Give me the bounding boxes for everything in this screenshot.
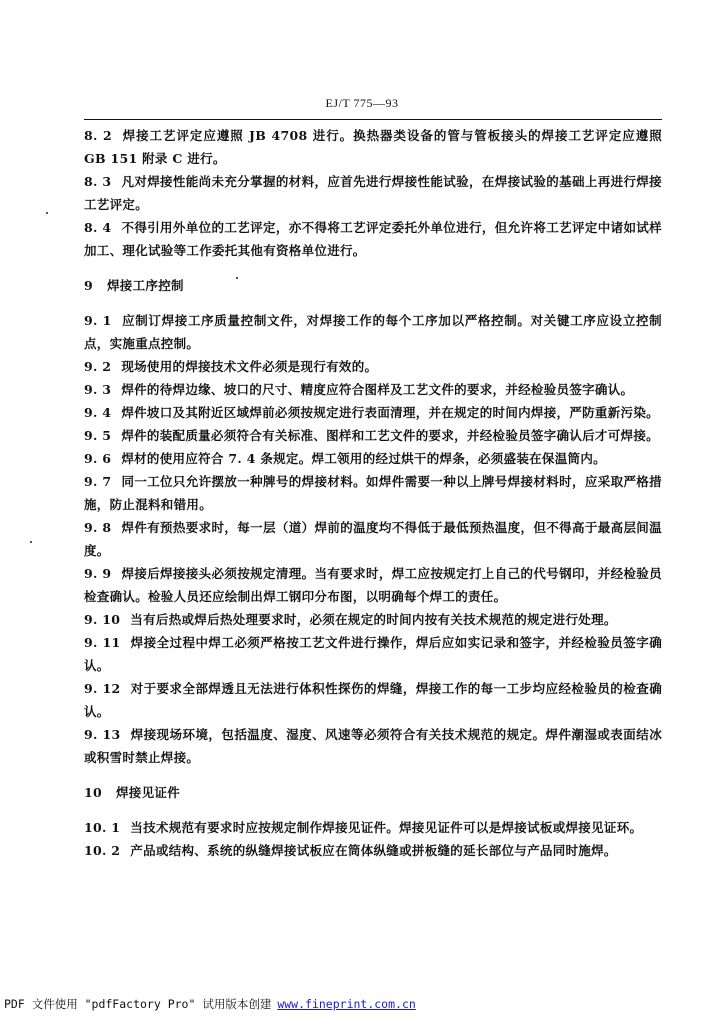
clause-9-2: 9. 2 现场使用的焊接技术文件必须是现行有效的。 (84, 359, 378, 374)
scan-speck (236, 277, 238, 279)
clause-9-1: 9. 1 应制订焊接工序质量控制文件，对焊接工作的每个工序加以严格控制。对关键工序应设立控制点，实施重点控制。 (84, 313, 662, 351)
document-header (0, 96, 724, 111)
header-rule (84, 119, 662, 120)
scan-speck (46, 212, 48, 214)
pdf-watermark-footer (4, 996, 416, 1012)
clause-9-6: 9. 6 焊材的使用应符合 7. 4 条规定。焊工领用的经过烘干的焊条，必须盛装在保温筒内。 (84, 451, 606, 466)
section-heading-10: 10 焊接见证件 (84, 785, 181, 800)
clause-9-10: 9. 10 当有后热或焊后热处理要求时，必须在规定的时间内按有关技术规范的规定进行处理。 (84, 612, 617, 627)
scan-speck (30, 541, 32, 543)
clause-9-3: 9. 3 焊件的待焊边缘、坡口的尺寸、精度应符合图样及工艺文件的要求，并经检验员签字确认。 (84, 382, 634, 397)
clause-9-7: 9. 7 同一工位只允许摆放一种牌号的焊接材料。如焊件需要一种以上牌号焊接材料时，应采取严格措施，防止混料和错用。 (84, 474, 662, 512)
clause-9-4: 9. 4 焊件坡口及其附近区域焊前必须按规定进行表面清理，并在规定的时间内焊接，严防重新污染。 (84, 405, 659, 420)
footer-link[interactable]: www.fineprint.com.cn (277, 997, 416, 1011)
clause-9-11: 9. 11 焊接全过程中焊工必须严格按工艺文件进行操作，焊后应如实记录和签字，并经检验员签字确认。 (84, 635, 662, 673)
clause-9-9: 9. 9 焊接后焊接接头必须按规定清理。当有要求时，焊工应按规定打上自己的代号钢印，并经检验员检查确认。检验人员还应绘制出焊工钢印分布图，以明确每个焊工的责任。 (84, 566, 662, 604)
clause-8-4: 8. 4 不得引用外单位的工艺评定，亦不得将工艺评定委托外单位进行，但允许将工艺评定中诸如试样加工、理化试验等工作委托其他有资格单位进行。 (84, 220, 662, 258)
clause-9-13: 9. 13 焊接现场环境，包括温度、湿度、风速等必须符合有关技术规范的规定。焊件潮湿或表面结冰或积雪时禁止焊接。 (84, 727, 662, 765)
clause-10-2: 10. 2 产品或结构、系统的纵缝焊接试板应在筒体纵缝或拼板缝的延长部位与产品同时施焊。 (84, 843, 617, 858)
section-heading-9: 9 焊接工序控制 (84, 278, 184, 293)
clause-9-5: 9. 5 焊件的装配质量必须符合有关标准、图样和工艺文件的要求，并经检验员签字确认后才可焊接。 (84, 428, 659, 443)
clause-10-1: 10. 1 当技术规范有要求时应按规定制作焊接见证件。焊接见证件可以是焊接试板或焊接见证环。 (84, 820, 643, 835)
clause-9-12: 9. 12 对于要求全部焊透且无法进行体积性探伤的焊缝，焊接工作的每一工步均应经检验员的检查确认。 (84, 681, 662, 719)
standard-code: EJ/T 775—93 (325, 96, 399, 110)
clause-8-2: 8. 2 焊接工艺评定应遵照 JB 4708 进行。换热器类设备的管与管板接头的焊接工艺评定应遵照 GB 151 附录 C 进行。 (84, 128, 662, 166)
clause-8-3: 8. 3 凡对焊接性能尚未充分掌握的材料，应首先进行焊接性能试验，在焊接试验的基础上再进行焊接工艺评定。 (84, 174, 662, 212)
footer-text: PDF 文件使用 "pdfFactory Pro" 试用版本创建 (4, 997, 272, 1011)
page-body (84, 124, 662, 862)
clause-9-8: 9. 8 焊件有预热要求时，每一层（道）焊前的温度均不得低于最低预热温度，但不得高于最高层间温度。 (84, 520, 662, 558)
